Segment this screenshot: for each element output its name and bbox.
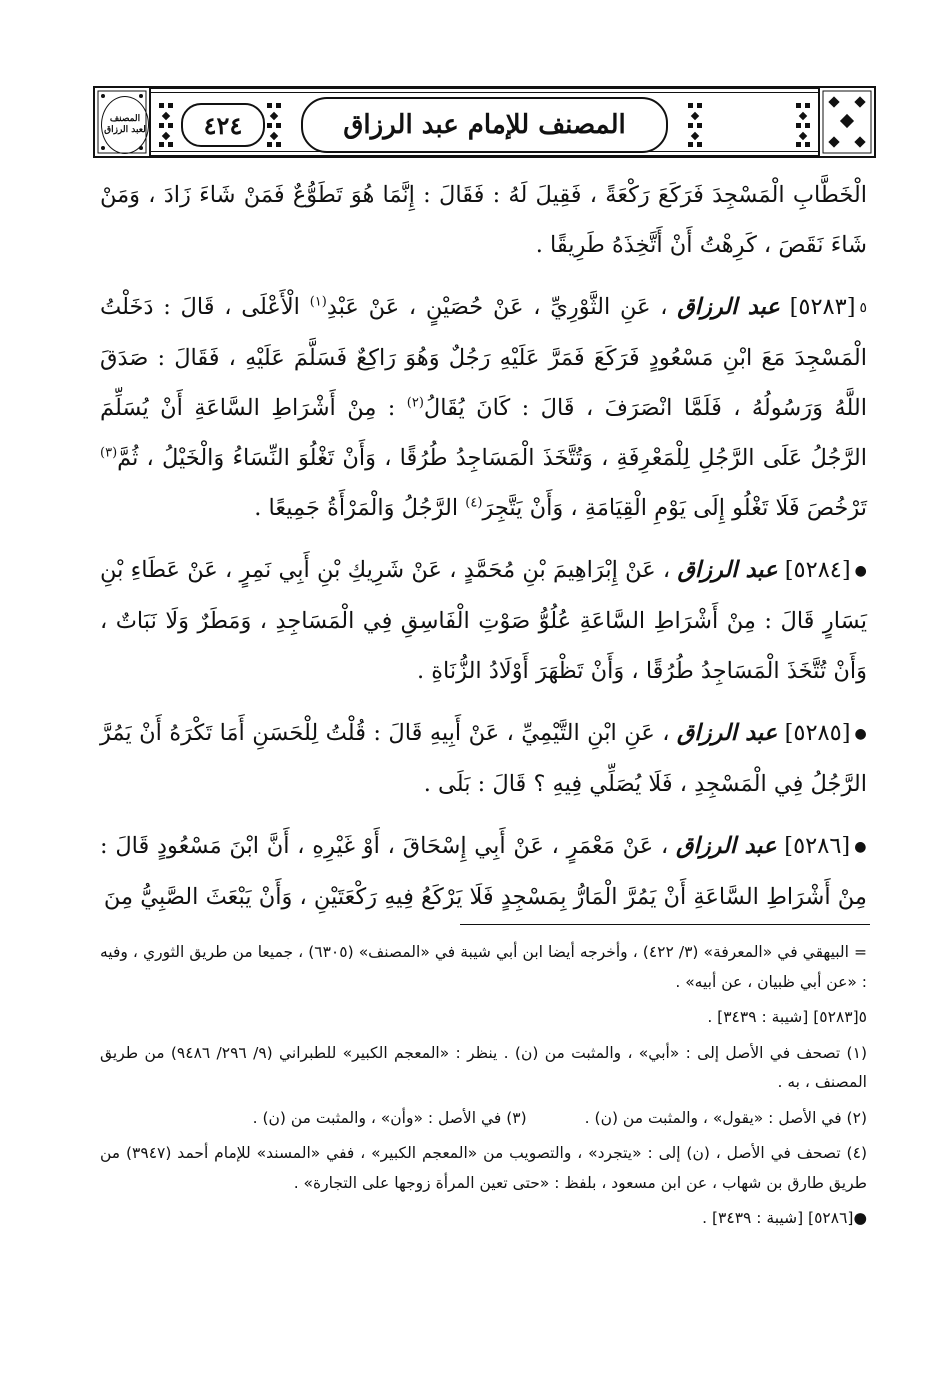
hadith-marker: ٥	[859, 300, 868, 316]
hadith-text: ، عَنْ إِبْرَاهِيمَ بْنِ مُحَمَّدٍ ، عَنْ شَرِيكِ بْنِ أَبِي نَمِرٍ ، عَنْ عَطَاءِ بْنِ يَسَارٍ قَالَ : مِنْ أَشْرَاطِ السَّاعَةِ عُلُوُّ صَوْتِ الْفَاسِقِ فِي الْمَسَاجِدِ ، وَمَطَرٌ وَلَا نَبَاتٌ ، وَأَنْ تُتَّخَذَ الْمَسَاجِدُ طُرُقًا ، وَأَنْ تَظْهَرَ أَوْلَادُ الزُّنَاةِ .	[100, 557, 867, 684]
hadith-5283	[100, 282, 867, 533]
ornament-icon	[820, 88, 874, 156]
hadith-marker: ●	[854, 726, 867, 742]
footnote-row	[100, 1104, 867, 1134]
hadith-text: : مِنْ أَشْرَاطِ السَّاعَةِ أَنْ يُسَلِّمَ الرَّجُلُ عَلَى الرَّجُلِ لِلْمَعْرِفَةِ ، وَتُتَّخَذَ الْمَسَاجِدُ طُرُقًا ، وَأَنْ تَغْلُوَ النِّسَاءُ وَالْخَيْلُ ، ثُمَّ	[100, 395, 867, 471]
ornament-dots-icon	[792, 99, 814, 151]
ornament-dots-icon	[263, 99, 285, 151]
hadith-text: ، عَنِ الثَّوْرِيِّ ، عَنْ حُصَيْنٍ ، عَنْ عَبْدِ	[326, 294, 668, 320]
publisher-seal: المصنف لعبد الرزاق	[101, 96, 149, 154]
hadith-text: تَرْخُصَ فَلَا تَغْلُو إِلَى يَوْمِ الْقِيَامَةِ ، وَأَنْ يَتَّجِرَ	[482, 495, 867, 521]
running-title	[301, 97, 668, 153]
hadith-number: [٥٢٨٦]	[784, 833, 851, 859]
footnote-2: (٢) في الأصل : «يقول» ، والمثبت من (ن) .	[584, 1108, 867, 1127]
footnote-ref: (١)	[309, 294, 327, 310]
hadith-marker: ●	[854, 563, 867, 579]
hadith-number: [٥٢٨٣]	[789, 294, 856, 320]
header-frame	[151, 86, 818, 158]
footnote-ref: (٤)	[465, 495, 483, 511]
footnote-source-5286: ●[٥٢٨٦] [شيبة : ٣٤٣٩] .	[702, 1209, 867, 1227]
footnote-3: (٣) في الأصل : «وأن» ، والمثبت من (ن) .	[252, 1108, 527, 1127]
footnote-ref: (٣)	[100, 445, 118, 461]
hadith-text: الرَّجُلُ وَالْمَرْأَةُ جَمِيعًا .	[254, 495, 459, 521]
footnote-source-5283: ٥[٥٢٨٣] [شيبة : ٣٤٣٩] .	[707, 1008, 867, 1026]
hadith-5286	[100, 821, 867, 922]
hadith-5284	[100, 545, 867, 696]
header-ornament-right	[818, 86, 876, 158]
footnotes	[100, 938, 867, 1240]
hadith-number: [٥٢٨٤]	[784, 557, 851, 583]
footnote-ref: (٢)	[406, 395, 424, 411]
hadith-5285	[100, 708, 867, 809]
narrator-name: عبد الرزاق	[677, 294, 780, 320]
page-header	[93, 86, 876, 158]
hadith-text: الْأَعْلَى ، قَالَ : دَخَلْتُ الْمَسْجِدَ مَعَ ابْنِ مَسْعُودٍ فَرَكَعَ فَمَرَّ عَلَيْهِ رَجُلٌ وَهُوَ رَاكِعٌ فَسَلَّمَ عَلَيْهِ ، فَقَالَ : صَدَقَ اللَّهُ وَرَسُولُهُ ، فَلَمَّا انْصَرَفَ ، قَالَ : كَانَ يُقَالُ	[100, 294, 868, 421]
hadith-text: ، عَنْ مَعْمَرٍ ، عَنْ أَبِي إِسْحَاقَ ، أَوْ غَيْرِهِ ، أَنَّ ابْنَ مَسْعُودٍ قَالَ : مِنْ أَشْرَاطِ السَّاعَةِ أَنْ يَمُرَّ الْمَارُّ بِمَسْجِدٍ فَلَا يَرْكَعُ فِيهِ رَكْعَتَيْنِ ، وَأَنْ يَبْعَثَ الصَّبِيُّ مِنَ	[100, 833, 867, 910]
ornament-dots-icon	[155, 99, 177, 151]
footnote-continuation: = البيهقي في «المعرفة» (٣/ ٤٢٢) ، وأخرجه أيضا ابن أبي شيبة في «المصنف» (٦٣٠٥) ، جميعا من طريق الثوري ، وفيه : «عن أبي ظبيان ، عن أبيه» .	[100, 943, 867, 991]
page-number: ٤٢٤	[181, 103, 265, 147]
narrator-name: عبد الرزاق	[676, 720, 778, 746]
hadith-number: [٥٢٨٥]	[784, 720, 851, 746]
main-text	[100, 170, 867, 934]
narrator-name: عبد الرزاق	[677, 557, 778, 583]
footnote-4: (٤) تصحف في الأصل ، (ن) إلى : «يتجرد» ، والتصويب من «المعجم الكبير» ، ففي «المسند» للإمام أحمد (٣٩٤٧) من طريق طارق بن شهاب ، عن ابن مسعود ، بلفظ : «حتى تعين المرأة زوجها على التجارة» .	[100, 1144, 867, 1192]
ornament-dots-icon	[684, 99, 706, 151]
footnote-divider	[460, 924, 870, 925]
book-title: المصنف للإمام عبد الرزاق	[343, 110, 626, 140]
footnote-1: (١) تصحف في الأصل إلى : «أبي» ، والمثبت من (ن) . ينظر : «المعجم الكبير» للطبراني (٩/ ٢٩٦/ ٩٤٨٦) من طريق المصنف ، به .	[100, 1043, 867, 1091]
hadith-text: ، عَنِ ابْنِ التَّيْمِيِّ ، عَنْ أَبِيهِ قَالَ : قُلْتُ لِلْحَسَنِ أَمَا تَكْرَهُ أَنْ يَمُرَّ الرَّجُلُ فِي الْمَسْجِدِ ، فَلَا يُصَلِّي فِيهِ ؟ قَالَ : بَلَى .	[100, 720, 867, 797]
header-ornament-left	[93, 86, 151, 158]
paragraph-continuation: الْخَطَّابِ الْمَسْجِدَ فَرَكَعَ رَكْعَةً ، فَقِيلَ لَهُ : فَقَالَ : إِنَّمَا هُوَ تَطَوُّعٌ فَمَنْ شَاءَ زَادَ ، وَمَنْ شَاءَ نَقَصَ ، كَرِهْتُ أَنْ أَتَّخِذَهُ طَرِيقًا .	[100, 182, 867, 258]
narrator-name: عبد الرزاق	[675, 833, 777, 859]
header-rule-top	[151, 92, 818, 93]
hadith-marker: ●	[854, 839, 867, 855]
